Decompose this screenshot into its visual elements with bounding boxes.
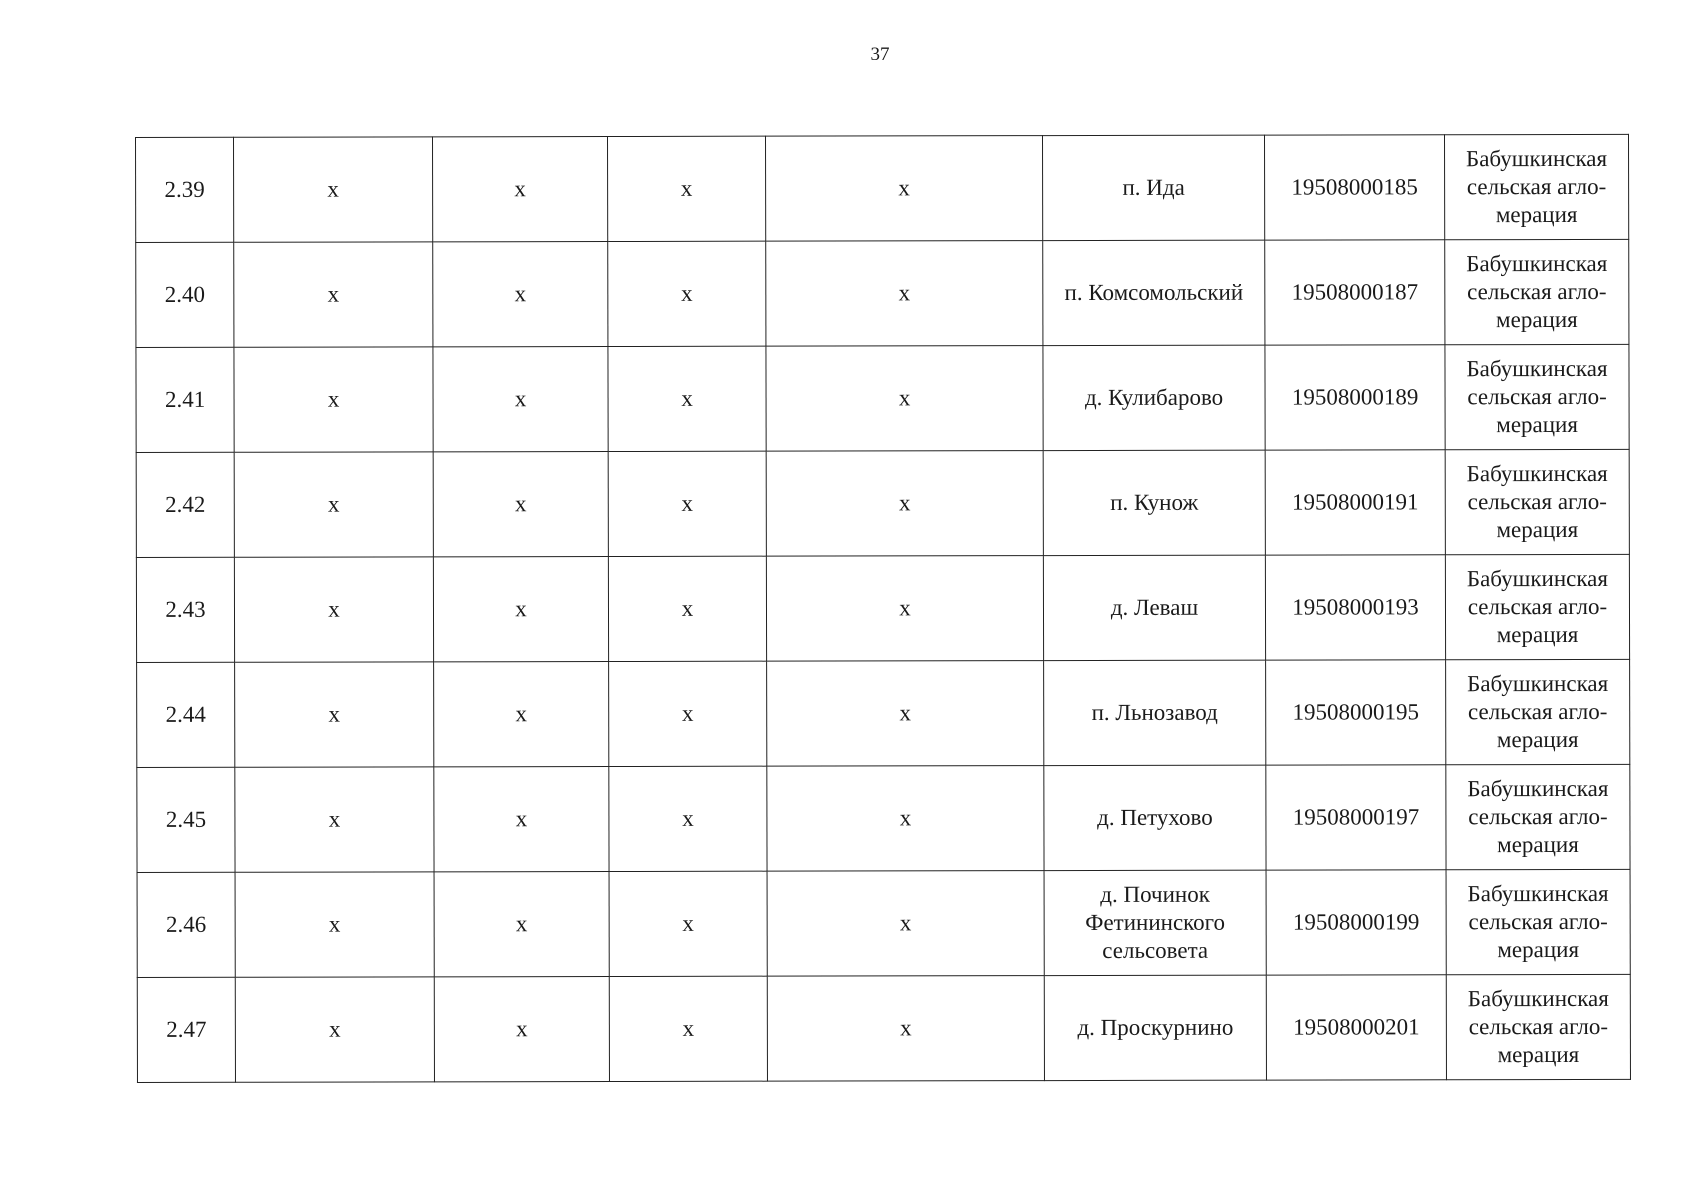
x-cell: x (767, 871, 1044, 977)
x-cell: x (234, 137, 433, 242)
row-number-cell: 2.45 (137, 767, 235, 872)
table-row (137, 974, 1630, 1082)
x-cell: x (434, 977, 609, 1082)
x-cell: x (433, 137, 608, 242)
x-cell: x (434, 662, 609, 767)
oktmo-code-cell: 19508000201 (1266, 975, 1446, 1080)
x-cell: x (235, 872, 434, 977)
x-cell: x (433, 347, 608, 452)
agglomeration-cell: Бабушкинская сельская агло- мерация (1445, 449, 1629, 554)
x-cell: x (766, 556, 1043, 662)
settlement-name-cell: п. Льнозавод (1044, 660, 1266, 765)
agglomeration-cell: Бабушкинская сельская агло- мерация (1445, 554, 1629, 659)
x-cell: x (235, 662, 434, 767)
settlement-name-cell: п. Ида (1042, 135, 1264, 240)
x-cell: x (608, 451, 766, 556)
x-cell: x (433, 452, 608, 557)
oktmo-code-cell: 19508000191 (1265, 450, 1445, 555)
x-cell: x (234, 242, 433, 347)
x-cell: x (609, 976, 767, 1081)
settlement-name-cell: д. Петухово (1044, 765, 1266, 870)
x-cell: x (234, 452, 433, 557)
table-row (136, 344, 1629, 452)
x-cell: x (609, 871, 767, 976)
table-row (136, 239, 1629, 347)
table-row (136, 554, 1629, 662)
agglomeration-cell: Бабушкинская сельская агло- мерация (1446, 869, 1630, 974)
x-cell: x (235, 977, 434, 1082)
agglomeration-cell: Бабушкинская сельская агло- мерация (1446, 764, 1630, 869)
x-cell: x (433, 557, 608, 662)
settlement-name-cell: д. Проскурнино (1044, 975, 1266, 1080)
row-number-cell: 2.40 (136, 242, 234, 347)
settlement-name-cell: д. Кулибарово (1043, 345, 1265, 450)
x-cell: x (234, 557, 433, 662)
settlement-name-cell: д. Леваш (1043, 555, 1265, 660)
table-row (137, 869, 1630, 977)
settlement-name-cell: п. Кунож (1043, 450, 1265, 555)
page-number: 37 (870, 44, 890, 65)
x-cell: x (234, 347, 433, 452)
row-number-cell: 2.42 (136, 452, 234, 557)
x-cell: x (609, 766, 767, 871)
oktmo-code-cell: 19508000189 (1265, 345, 1445, 450)
oktmo-code-cell: 19508000195 (1266, 660, 1446, 765)
oktmo-code-cell: 19508000199 (1266, 870, 1446, 975)
oktmo-code-cell: 19508000197 (1266, 765, 1446, 870)
agglomeration-cell: Бабушкинская сельская агло- мерация (1445, 344, 1629, 449)
x-cell: x (766, 451, 1043, 557)
agglomeration-cell: Бабушкинская сельская агло- мерация (1445, 239, 1629, 344)
oktmo-code-cell: 19508000193 (1265, 555, 1445, 660)
x-cell: x (766, 241, 1043, 347)
row-number-cell: 2.43 (136, 557, 234, 662)
row-number-cell: 2.47 (137, 977, 235, 1082)
x-cell: x (766, 346, 1043, 452)
row-number-cell: 2.46 (137, 872, 235, 977)
settlement-name-cell: д. Починок Фетининского сельсовета (1044, 870, 1266, 975)
x-cell: x (235, 767, 434, 872)
x-cell: x (608, 241, 766, 346)
agglomeration-cell: Бабушкинская сельская агло- мерация (1446, 659, 1630, 764)
table-row (136, 134, 1629, 242)
x-cell: x (767, 976, 1044, 1082)
x-cell: x (434, 767, 609, 872)
row-number-cell: 2.41 (136, 347, 234, 452)
table-row (137, 659, 1630, 767)
oktmo-code-cell: 19508000185 (1264, 135, 1444, 240)
row-number-cell: 2.44 (137, 662, 235, 767)
table-row (137, 764, 1630, 872)
row-number-cell: 2.39 (136, 137, 234, 242)
settlements-table (135, 134, 1631, 1083)
agglomeration-cell: Бабушкинская сельская агло- мерация (1444, 134, 1628, 239)
x-cell: x (433, 242, 608, 347)
oktmo-code-cell: 19508000187 (1265, 240, 1445, 345)
table-row (136, 449, 1629, 557)
x-cell: x (434, 872, 609, 977)
x-cell: x (767, 661, 1044, 767)
table-body (136, 134, 1631, 1082)
x-cell: x (608, 556, 766, 661)
x-cell: x (767, 766, 1044, 872)
x-cell: x (608, 136, 766, 241)
agglomeration-cell: Бабушкинская сельская агло- мерация (1446, 974, 1630, 1079)
settlement-name-cell: п. Комсомольский (1043, 240, 1265, 345)
x-cell: x (609, 661, 767, 766)
x-cell: x (608, 346, 766, 451)
x-cell: x (765, 136, 1042, 242)
